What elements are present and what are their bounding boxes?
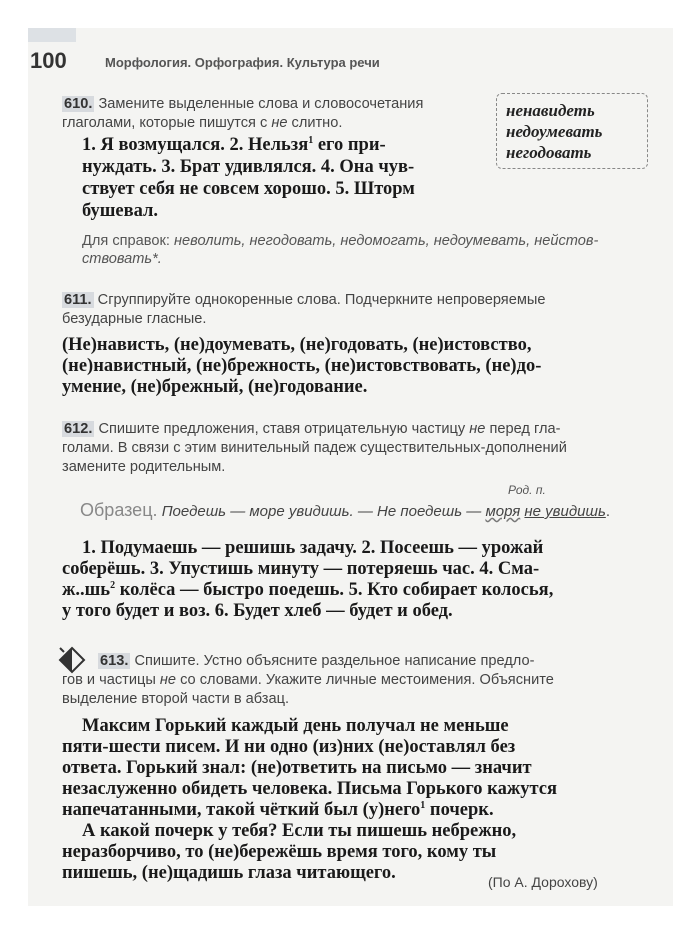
ex613-line-7: неразборчиво, то (не)бережёшь время того, кому ты — [62, 842, 497, 862]
ex610-line-4: бушевал. — [82, 201, 159, 221]
ex612-instruction-line-1: 612. Спишите предложения, ставя отрицательную частицу не перед гла- — [64, 421, 561, 437]
running-header: Морфология. Орфография. Культура речи — [105, 55, 380, 70]
ex610-reference-line-1: Для справок: неволить, негодовать, недомогать, недоумевать, нейстов- — [82, 233, 599, 249]
ex610-line-3: ствует себя не совсем хорошо. 5. Шторм — [82, 179, 415, 199]
page-number: 100 — [30, 48, 67, 73]
ex613-line-5: напечатанными, такой чёткий был (у)него$^1$ почерк. — [62, 799, 494, 820]
ex610-reference-line-2: ствовать*. — [82, 251, 162, 267]
ex612-line-2: соберёшь. 3. Упустишь минуту — потеряешь час. 4. Сма- — [62, 559, 540, 579]
ex613-line-4: незаслуженно обидеть человека. Письма Горького кажутся — [62, 779, 558, 799]
ex611-line-1: (Не)нависть, (не)доумевать, (не)годовать, (не)истовство, — [62, 335, 532, 355]
ex611-instruction-line-1: 611. Сгруппируйте однокоренные слова. Подчеркните непроверяемые — [64, 292, 546, 308]
ex612-line-1: 1. Подумаешь — решишь задачу. 2. Посеешь — урожай — [82, 538, 544, 558]
ex612-instruction-line-2: голами. В связи с этим винительный падеж существительных-дополнений — [62, 440, 567, 456]
ex610-number: 610. — [64, 96, 93, 112]
ex613-line-3: ответа. Горький знал: (не)ответить на письмо — значит — [62, 758, 532, 778]
diamond-arrow-icon — [58, 646, 86, 674]
ex612-instruction-line-3: замените родительным. — [62, 459, 226, 475]
ex613-line-6: А какой почерк у тебя? Если ты пишешь небрежно, — [82, 821, 517, 841]
ex611-line-2: (не)навистный, (не)брежность, (не)истовствовать, (не)до- — [62, 356, 542, 376]
ex613-instruction-line-1: 613. Спишите. Устно объясните раздельное написание предло- — [100, 653, 535, 669]
ex613-instruction-line-3: выделение второй части в абзац. — [62, 691, 290, 707]
ex610-line-1: 1. Я возмущался. 2. Нельзя$^1$ его при- — [82, 134, 386, 155]
case-note: Род. п. — [508, 483, 546, 497]
ex612-number: 612. — [64, 421, 93, 437]
ex612-line-3: $ж..шь^2$ колёса — быстро поедешь. 5. Кто собирает колосья, — [62, 579, 554, 600]
ex611-number: 611. — [64, 292, 92, 308]
ex610-line-2: нуждать. 3. Брат удивлялся. 4. Она чув- — [82, 157, 415, 177]
ex613-line-8: пишешь, (не)щадишь глаза читающего. — [62, 863, 396, 883]
ex611-line-3: умение, (не)брежный, (не)годование. — [62, 377, 368, 397]
ex613-line-1: Максим Горький каждый день получал не меньше — [82, 716, 509, 736]
source-attribution: (По А. Дорохову) — [488, 874, 598, 890]
box-word-1: ненавидеть — [506, 101, 595, 120]
ex612-line-4: у того будет и воз. 6. Будет хлеб — будет и обед. — [62, 601, 453, 621]
ex613-line-2: пяти-шести писем. И ни одно (из)них (не)оставлял без — [62, 737, 516, 757]
sample: Образец. Поедешь — море увидишь. — Не поедешь — моря не увидишь. — [80, 500, 611, 520]
ex610-instruction-line-1: 610. Замените выделенные слова и словосочетания — [64, 96, 424, 112]
page-tab-marker — [28, 28, 76, 42]
ex610-instruction-line-2: глаголами, которые пишутся с не слитно. — [62, 115, 343, 131]
box-word-2: недоумевать — [506, 122, 603, 141]
ex611-instruction-line-2: безударные гласные. — [62, 311, 207, 327]
box-word-3: негодовать — [506, 143, 592, 162]
ex613-number: 613. — [100, 653, 129, 669]
ex613-instruction-line-2: гов и частицы не со словами. Укажите личные местоимения. Объясните — [62, 672, 554, 688]
